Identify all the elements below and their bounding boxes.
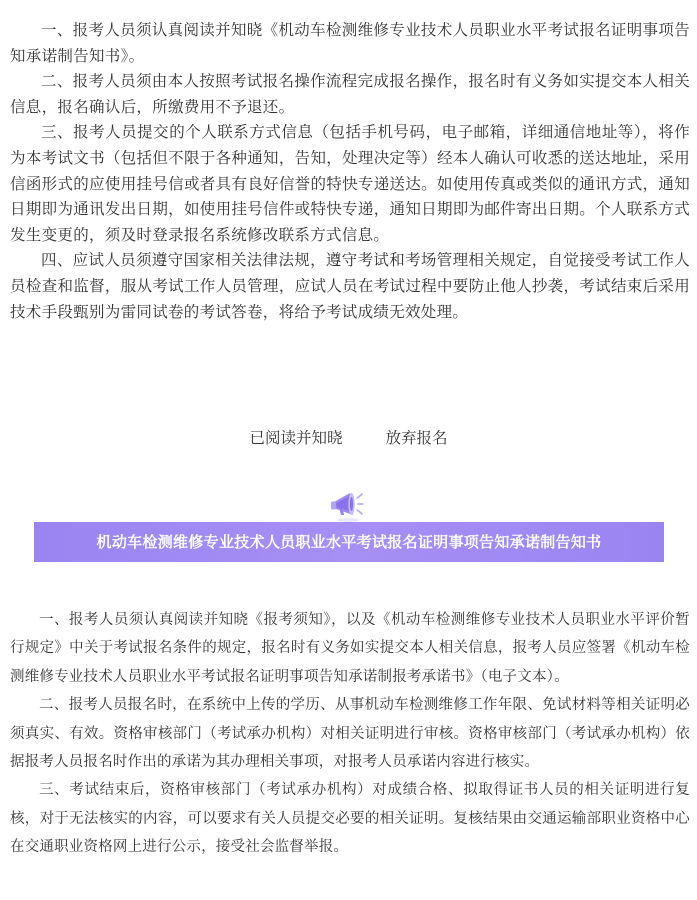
- megaphone-icon: [328, 484, 368, 524]
- commitment-paragraph-3: 三、考试结束后，资格审核部门（考试承办机构）对成绩合格、拟取得证书人员的相关证明进行复核，对于无法核实的内容，可以要求有关人员提交必要的相关证明。复核结果由交通运输部职业资格中心在交通职业资格网上进行公示，接受社会监督举报。: [10, 782, 690, 856]
- notice-paragraph-2: 二、报考人员须由本人按照考试报名操作流程完成报名操作，报名时有义务如实提交本人相关信息，报名确认后，所缴费用不予退还。: [10, 72, 690, 116]
- notice-section: [10, 18, 690, 325]
- abandon-registration-button[interactable]: 放弃报名: [385, 429, 448, 447]
- commitment-paragraph-1: 一、报考人员须认真阅读并知晓《报考须知》，以及《机动车检测维修专业技术人员职业水平评价暂行规定》中关于考试报名条件的规定，报名时有义务如实提交本人相关信息，报考人员应签署《机动车检测维修专业技术人员职业水平考试报名证明事项告知承诺制报考承诺书》（电子文本）。: [10, 612, 690, 685]
- notice-paragraph-4: 四、应试人员须遵守国家相关法律法规，遵守考试和考场管理相关规定，自觉接受考试工作人员检查和监督，服从考试工作人员管理，应试人员在考试过程中要防止他人抄袭，考试结束后采用技术手段甄别为雷同试卷的考试答卷，将给予考试成绩无效处理。: [10, 251, 690, 321]
- action-bar: [0, 426, 697, 450]
- notice-paragraph-3: 三、报考人员提交的个人联系方式信息（包括手机号码，电子邮箱，详细通信地址等），将作为本考试文书（包括但不限于各种通知，告知，处理决定等）经本人确认可收悉的送达地址，采用信函形式的应使用挂号信或者具有良好信誉的特快专递送达。如使用传真或类似的通讯方式，通知日期即为通讯发出日期，如使用挂号信件或特快专递，通知日期即为邮件寄出日期。个人联系方式发生变更的，须及时登录报名系统修改联系方式信息。: [10, 123, 690, 244]
- commitment-section: [10, 606, 690, 862]
- commitment-banner-title: 机动车检测维修专业技术人员职业水平考试报名证明事项告知承诺制告知书: [34, 522, 664, 562]
- confirm-read-button[interactable]: 已阅读并知晓: [249, 429, 343, 447]
- notice-paragraph-1: 一、报考人员须认真阅读并知晓《机动车检测维修专业技术人员职业水平考试报名证明事项告知承诺制告知书》。: [10, 21, 690, 65]
- commitment-paragraph-2: 二、报考人员报名时，在系统中上传的学历、从事机动车检测维修工作年限、免试材料等相关证明必须真实、有效。资格审核部门（考试承办机构）对相关证明进行审核。资格审核部门（考试承办机构）依据报考人员报名时作出的承诺为其办理相关事项，对报考人员承诺内容进行核实。: [10, 697, 690, 771]
